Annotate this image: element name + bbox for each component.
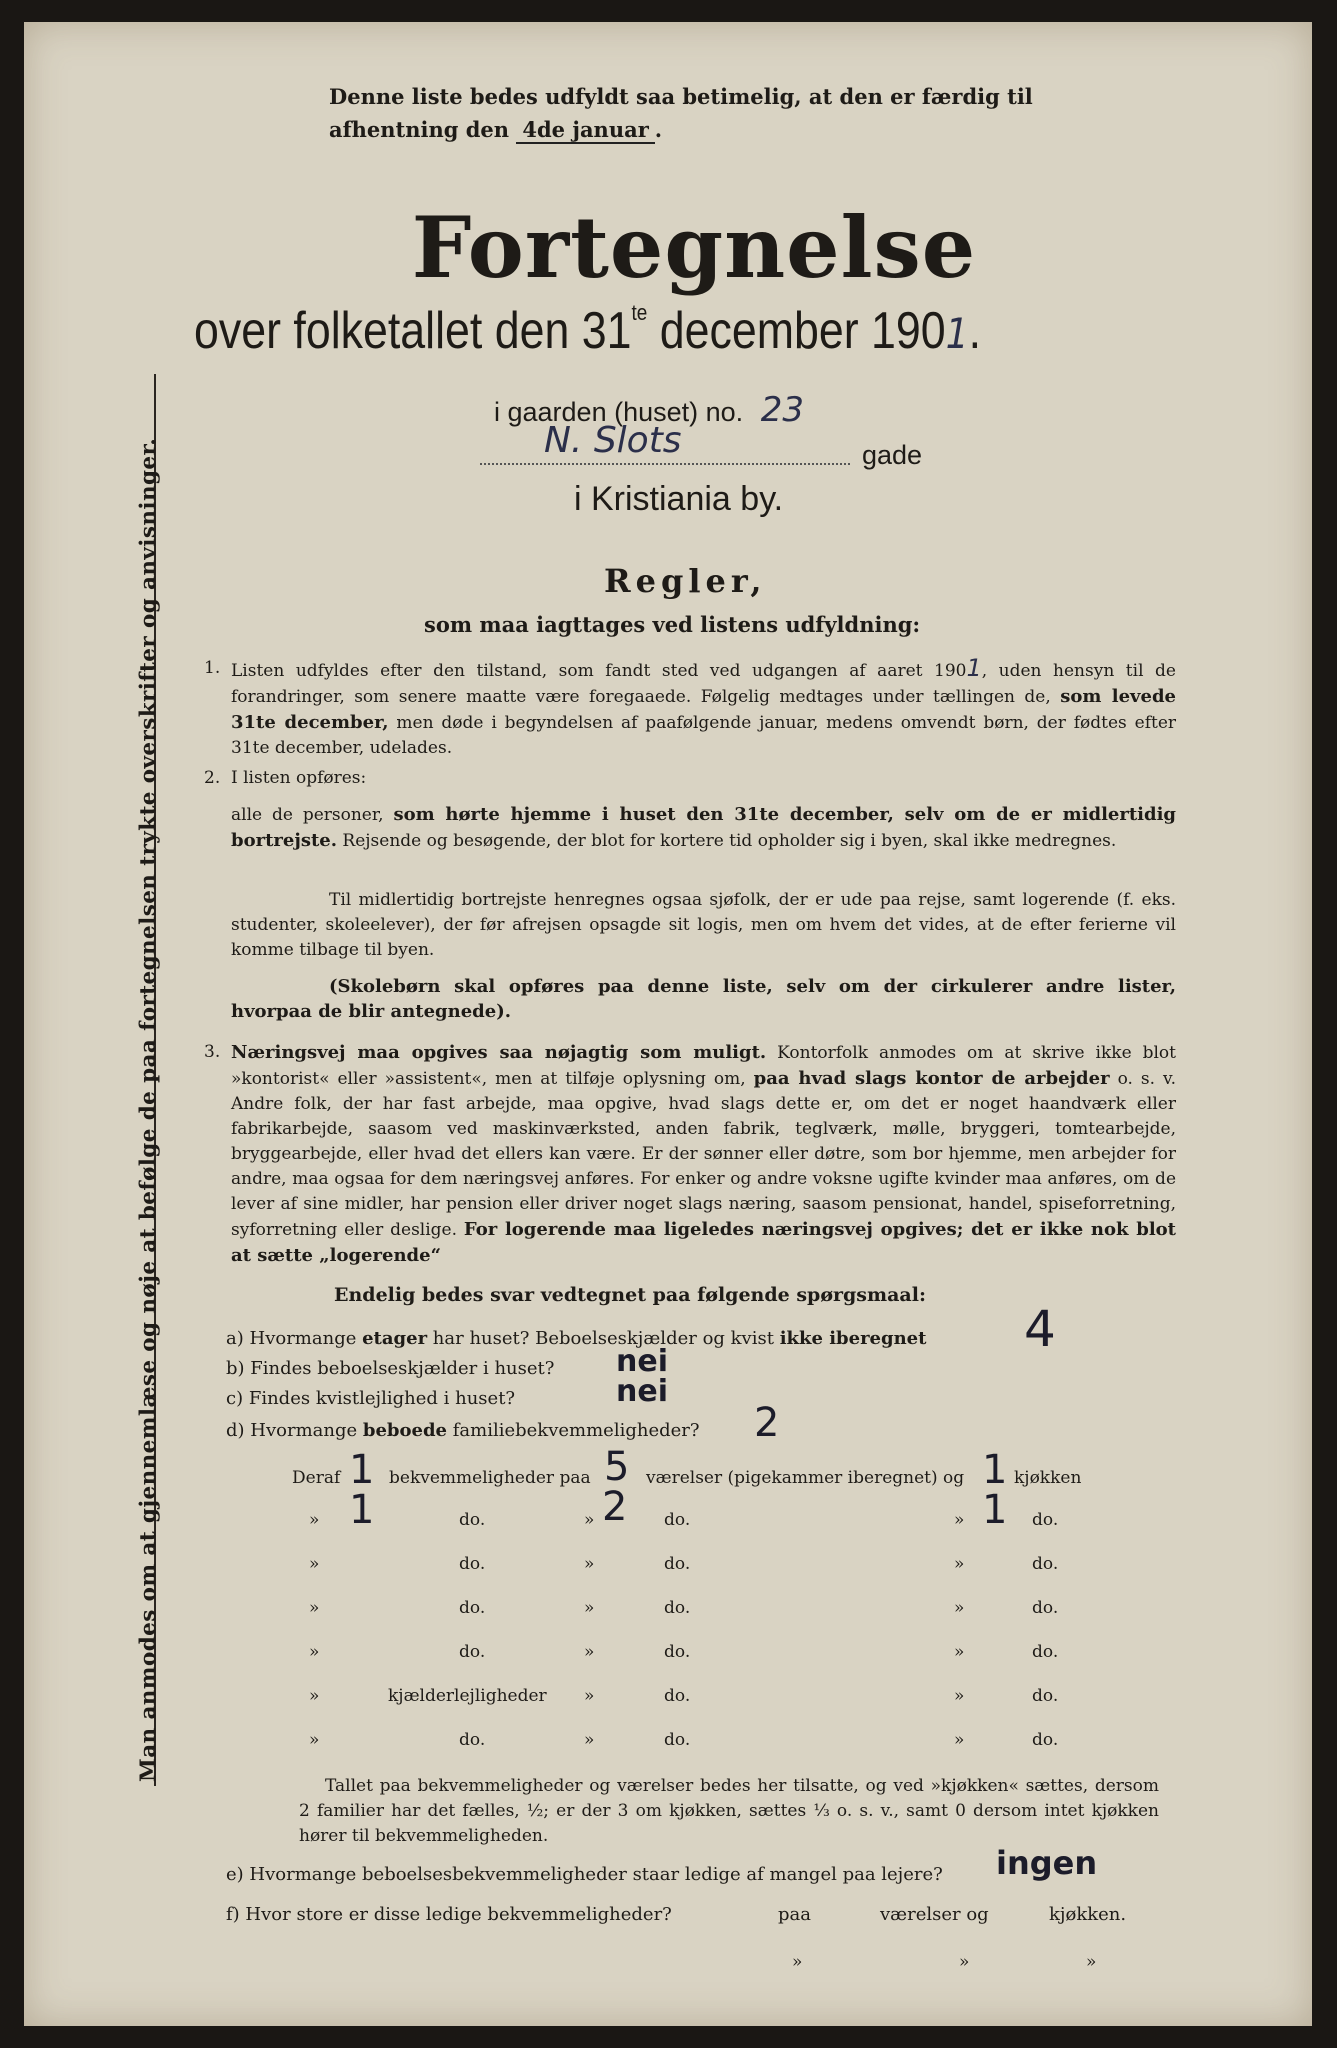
table-cell: do.: [664, 1730, 691, 1750]
table-cell: do.: [1032, 1554, 1059, 1574]
table-r1-n2: 5: [604, 1444, 630, 1490]
question-a-bold2: ikke iberegnet: [779, 1328, 927, 1349]
table-cell: do.: [1032, 1730, 1059, 1750]
table-r1-n1: 1: [349, 1447, 375, 1493]
answer-a: 4: [1024, 1300, 1056, 1358]
table-note: Tallet paa bekvemmeligheder og værelser bedes her tilsatte, og ved »kjøkken« sættes, dersom 2 familier har det fælles, ½; er der 3 om kjøkken, sættes ⅓ o. s. v., samt 0 dersom intet kjøkken hører til bekvemmeligheden.: [299, 1776, 1159, 1846]
table-cell: do.: [459, 1554, 486, 1574]
rule1-bold: som levede 31te december,: [231, 686, 1176, 733]
question-e-label: e): [226, 1864, 244, 1885]
question-a-part1: Hvormange: [249, 1328, 357, 1349]
answer-d: 2: [754, 1400, 780, 1446]
question-d: [226, 1420, 700, 1441]
table-quote: »: [309, 1686, 320, 1706]
rule3-bold2: paa hvad slags kontor de arbejder: [753, 1068, 1110, 1089]
rule3-number: 3.: [204, 1042, 221, 1062]
table-quote: »: [584, 1642, 595, 1662]
table-cell: do.: [459, 1510, 486, 1530]
notice-suffix: .: [654, 117, 663, 142]
table-r1-kj: kjøkken: [1014, 1468, 1082, 1488]
table-cell: do.: [1032, 1510, 1059, 1530]
question-f-text: Hvor store er disse ledige bekvemmeligheder?: [245, 1904, 672, 1925]
question-c-text: Findes kvistlejlighed i huset?: [248, 1388, 516, 1409]
rule2-p2: Til midlertidig bortrejste henregnes ogsaa sjøfolk, der er ude paa rejse, samt logerende (f. eks. studenter, skoleelever), der før afrejsen opsagde sit logis, men om hvem det vides, at de efter ferierne vil komme tilbage til byen.: [231, 890, 1176, 960]
question-c: [226, 1388, 515, 1409]
trailing-quote: »: [1086, 1952, 1097, 1972]
question-f: [226, 1904, 672, 1925]
rule2-intro: I listen opføres:: [231, 768, 367, 788]
house-number: 23: [760, 390, 804, 430]
table-cell: do.: [1032, 1686, 1059, 1706]
notice-line2: [329, 113, 1209, 146]
table-quote: »: [309, 1642, 320, 1662]
question-d-part1: Hvormange: [250, 1420, 358, 1441]
table-quote: »: [584, 1598, 595, 1618]
table-cell: do.: [664, 1686, 691, 1706]
table-quote: »: [584, 1510, 595, 1530]
subtitle-suffix: december 190: [659, 302, 946, 360]
answer-b: nei: [616, 1344, 668, 1379]
question-a-part2: har huset? Beboelseskjælder og kvist: [432, 1328, 774, 1349]
rule2-text: [231, 802, 1176, 854]
rule2-part1: alle de personer,: [231, 805, 384, 825]
table-cell: do.: [664, 1554, 691, 1574]
table-r2-n2: 2: [602, 1484, 628, 1530]
table-quote: »: [309, 1598, 320, 1618]
question-e: [226, 1864, 943, 1885]
question-f-paa: paa: [778, 1904, 811, 1925]
table-r1-n3: 1: [982, 1447, 1008, 1493]
rule2-bold: som hørte hjemme i huset den 31te december, selv om de er midlertidig bortrejste.: [231, 804, 1177, 851]
question-c-label: c): [226, 1388, 244, 1409]
rule1-text: [231, 656, 1176, 761]
rule2-p3: (Skolebørn skal opføres paa denne liste, selv om der cirkulerer andre lister, hvorpaa de blir antegnede).: [231, 976, 1176, 1022]
table-quote: »: [954, 1686, 965, 1706]
table-cell: do.: [1032, 1642, 1059, 1662]
table-cell: do.: [459, 1730, 486, 1750]
question-b-label: b): [226, 1358, 245, 1379]
question-f-kjokken: kjøkken.: [1049, 1904, 1127, 1925]
table-quote: »: [309, 1510, 320, 1530]
rule1-part3: men døde i begyndelsen af paafølgende januar, medens omvendt børn, der fødtes efter 31te december, udelades.: [231, 713, 1177, 758]
question-e-text: Hvormange beboelsesbekvemmeligheder staar ledige af mangel paa lejere?: [249, 1864, 943, 1885]
street-underline: [480, 463, 850, 465]
table-quote: »: [584, 1730, 595, 1750]
question-b-text: Findes beboelseskjælder i huset?: [250, 1358, 555, 1379]
rule1-year: 1: [966, 654, 982, 682]
table-r2-n3: 1: [982, 1487, 1008, 1533]
question-a: [226, 1328, 926, 1349]
table-cell: do.: [459, 1642, 486, 1662]
table-cell: do.: [664, 1598, 691, 1618]
question-f-vaerelser: værelser og: [880, 1904, 989, 1925]
table-quote: »: [954, 1554, 965, 1574]
rule3-bold1: Næringsvej maa opgives saa nøjagtig som muligt.: [231, 1042, 767, 1063]
answer-e: ingen: [996, 1844, 1098, 1882]
rules-subheading: som maa iagttages ved listens udfyldning:: [424, 612, 921, 637]
rule3-part2: o. s. v. Andre folk, der har fast arbejde, maa opgive, hvad slags dette er, om det er noget haandværk eller fabrikarbejde, saasom ved maskinværksted, anden fabrik, teglværk, mølle, bryggeri, tomtearbejde, bryggearbejde, eller hvad det ellers kan være. Er der sønner eller døtre, som bor hjemme, men arbejder for andre, maa ogsaa for dem næringsvej anføres. For enker og andre voksne ugifte kvinder maa anføres, om de lever af sine midler, har pension eller driver noget slags næring, saasom pensionat, handel, spiseforretning, syforretning eller deslige.: [231, 1069, 1177, 1240]
question-b: [226, 1358, 554, 1379]
rule1-part1: Listen udfyldes efter den tilstand, som fandt sted ved udgangen af aaret 190: [231, 661, 967, 681]
year-digit: 1: [945, 309, 969, 358]
table-quote: »: [584, 1554, 595, 1574]
trailing-quote: »: [959, 1952, 970, 1972]
table-quote: »: [954, 1510, 965, 1530]
rule1-number: 1.: [204, 658, 221, 678]
table-cell: do.: [459, 1598, 486, 1618]
table-cell: do.: [1032, 1598, 1059, 1618]
table-r1-bekv: bekvemmeligheder paa: [389, 1468, 591, 1488]
question-d-part2: familiebekvemmeligheder?: [452, 1420, 700, 1441]
table-quote: »: [954, 1598, 965, 1618]
rule1-part2: , uden hensyn til de forandringer, som senere maatte være foregaaede. Følgelig medtages under tællingen de,: [231, 661, 1176, 707]
table-cell: do.: [664, 1510, 691, 1530]
table-quote: »: [954, 1642, 965, 1662]
question-a-label: a): [226, 1328, 244, 1349]
trailing-quote: »: [792, 1952, 803, 1972]
rule2-number: 2.: [204, 768, 221, 788]
notice-line1: Denne liste bedes udfyldt saa betimelig, at den er færdig til: [329, 84, 1033, 109]
rule3-text: [231, 1040, 1176, 1269]
table-r1-vaer: værelser (pigekammer iberegnet) og: [646, 1468, 965, 1488]
sidebar-instruction: Man anmodes om at gjennemlæse og nøje at befølge de paa fortegnelsen trykte overskrifter og anvisninger.: [136, 437, 161, 1782]
subtitle: over folketallet den $31^{te}$ december 1901.: [194, 300, 982, 360]
question-f-label: f): [226, 1904, 240, 1925]
question-d-label: d): [226, 1420, 245, 1441]
page-title: Fortegnelse: [411, 198, 977, 297]
census-form: [24, 22, 1312, 2026]
rule3-part1: Kontorfolk anmodes om at skrive ikke blot »kontorist« eller »assistent«, men at tilføje oplysning om,: [231, 1043, 1176, 1089]
pickup-date: 4de januar: [516, 117, 654, 144]
street-name: N. Slots: [544, 420, 682, 461]
rule2-part2: Rejsende og besøgende, der blot for kortere tid opholder sig i byen, skal ikke medregnes.: [342, 831, 1117, 851]
gade-label: gade: [862, 440, 923, 470]
questions-heading: Endelig bedes svar vedtegnet paa følgende spørgsmaal:: [334, 1284, 926, 1306]
rule3-bold3: For logerende maa ligeledes næringsvej opgives; det er ikke nok blot at sætte „logerende“: [231, 1219, 1176, 1266]
subtitle-prefix: over folketallet den 31: [194, 302, 632, 360]
table-quote: »: [309, 1730, 320, 1750]
deraf-label: Deraf: [292, 1468, 341, 1488]
subtitle-sup: te: [631, 300, 648, 325]
notice-prefix: afhentning den: [329, 117, 510, 142]
table-quote: »: [584, 1686, 595, 1706]
question-a-bold: etager: [362, 1328, 428, 1349]
notice: [329, 80, 1209, 146]
house-label: i gaarden (huset) no.: [494, 397, 744, 427]
city: i Kristiania by.: [574, 480, 784, 518]
table-cell: do.: [664, 1642, 691, 1662]
table-quote: »: [954, 1730, 965, 1750]
table-quote: »: [309, 1554, 320, 1574]
rules-heading: Regler,: [604, 562, 767, 600]
table-cell: kjælderlejligheder: [388, 1686, 547, 1706]
answer-c: nei: [616, 1374, 668, 1409]
question-d-bold: beboede: [362, 1420, 448, 1441]
table-r2-n1: 1: [349, 1487, 375, 1533]
